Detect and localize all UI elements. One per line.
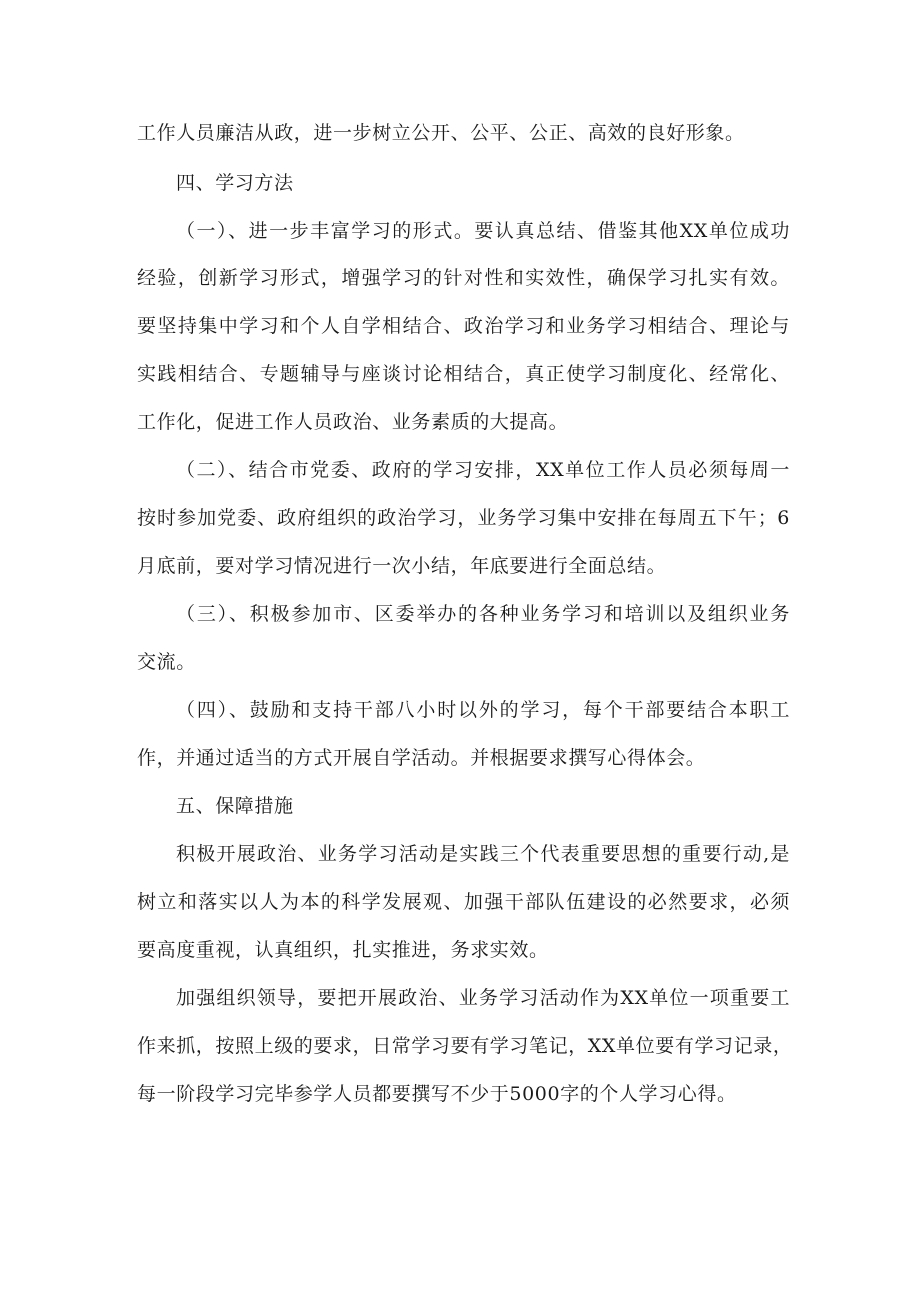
paragraph-line: 经验，创新学习形式，增强学习的针对性和实效性，确保学习扎实有效。	[137, 267, 790, 289]
paragraph-line: 交流。	[137, 651, 196, 673]
paragraph-line: 作来抓，按照上级的要求，日常学习要有学习笔记，XX单位要有学习记录，	[137, 1035, 793, 1057]
paragraph-line: 积极开展政治、业务学习活动是实践三个代表重要思想的重要行动,是	[176, 843, 790, 865]
section-heading: 五、保障措施	[176, 795, 294, 817]
paragraph-line: 每一阶段学习完毕参学人员都要撰写不少于5000字的个人学习心得。	[137, 1083, 737, 1105]
paragraph-line: 工作人员廉洁从政，进一步树立公开、公平、公正、高效的良好形象。	[137, 122, 745, 144]
paragraph-line: （一）、进一步丰富学习的形式。要认真总结、借鉴其他XX单位成功	[176, 220, 790, 242]
paragraph-line: 要坚持集中学习和个人自学相结合、政治学习和业务学习相结合、理论与	[137, 315, 790, 337]
section-heading: 四、学习方法	[176, 172, 294, 194]
paragraph-line: （三）、积极参加市、区委举办的各种业务学习和培训以及组织业务	[176, 603, 790, 625]
paragraph-line: 要高度重视，认真组织，扎实推进，务求实效。	[137, 939, 549, 961]
paragraph-line: 月底前，要对学习情况进行一次小结，年底要进行全面总结。	[137, 555, 667, 577]
paragraph-line: （四）、鼓励和支持干部八小时以外的学习，每个干部要结合本职工	[176, 699, 790, 721]
paragraph-line: 工作化，促进工作人员政治、业务素质的大提高。	[137, 411, 569, 433]
paragraph-line: （二）、结合市党委、政府的学习安排，XX单位工作人员必须每周一	[176, 459, 790, 481]
paragraph-line: 实践相结合、专题辅导与座谈讨论相结合，真正使学习制度化、经常化、	[137, 363, 790, 385]
paragraph-line: 树立和落实以人为本的科学发展观、加强干部队伍建设的必然要求，必须	[137, 891, 790, 913]
paragraph-line: 按时参加党委、政府组织的政治学习，业务学习集中安排在每周五下午；6	[137, 507, 790, 529]
paragraph-line: 作，并通过适当的方式开展自学活动。并根据要求撰写心得体会。	[137, 747, 706, 769]
paragraph-line: 加强组织领导，要把开展政治、业务学习活动作为XX单位一项重要工	[176, 987, 790, 1009]
